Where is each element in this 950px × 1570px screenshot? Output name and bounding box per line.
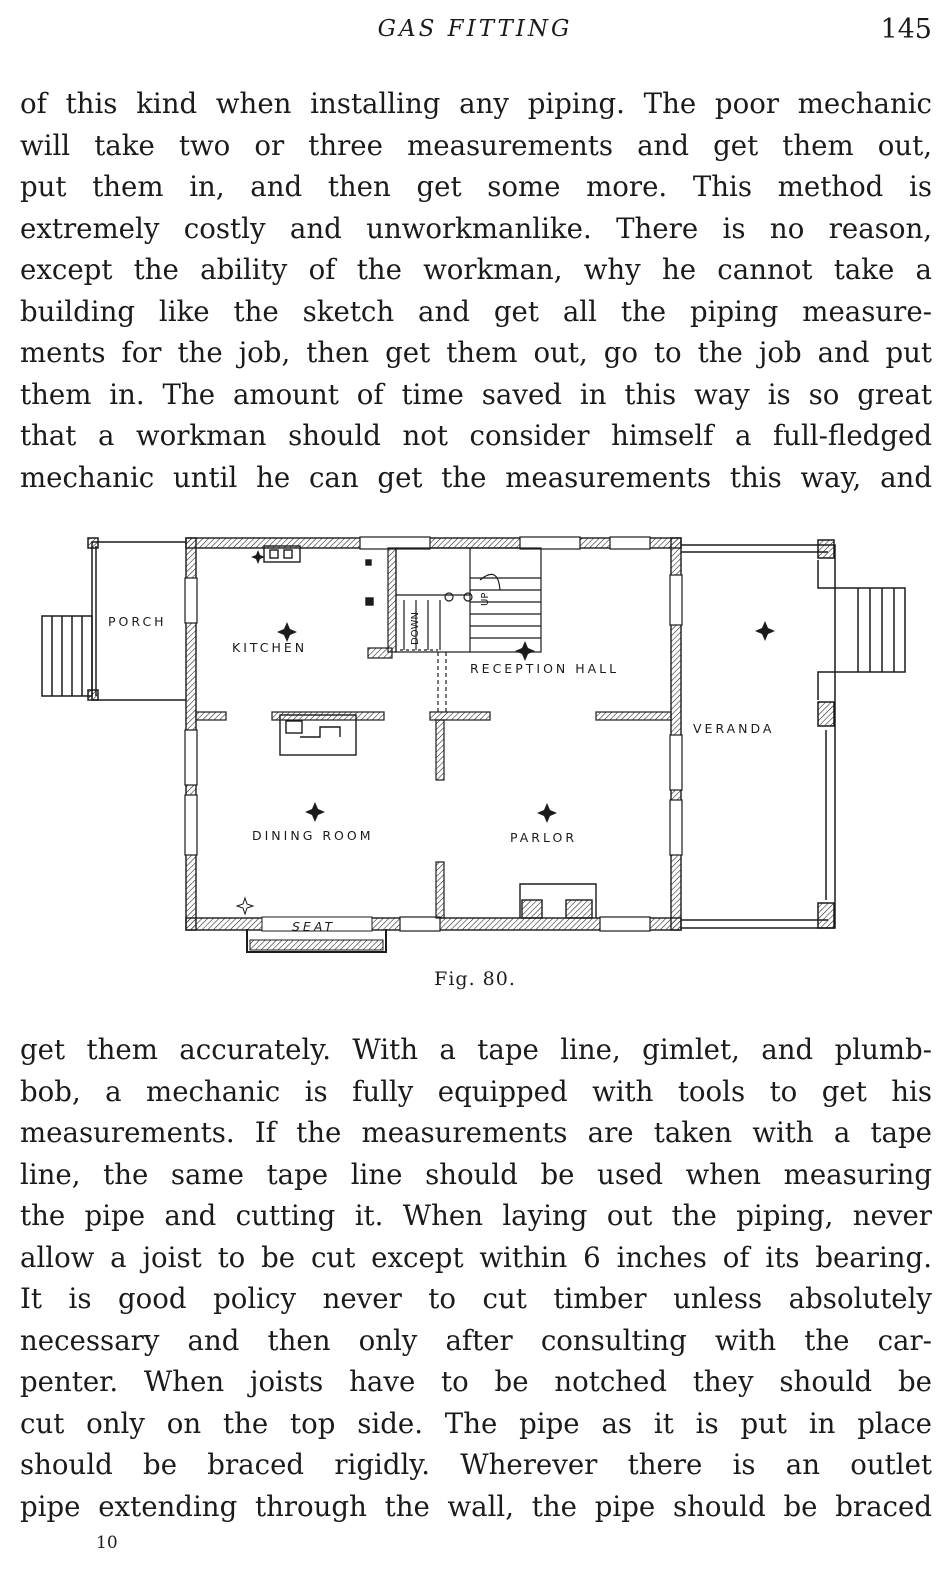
text-line: necessary and then only after consulting with the car-: [20, 1323, 932, 1357]
room-labels: [232, 640, 619, 845]
reception-hall-label: RECEPTION HALL: [470, 661, 620, 676]
interior-partitions: [196, 548, 671, 918]
windows: [185, 537, 682, 931]
running-title: GAS FITTING: [377, 16, 573, 42]
parlor-label: PARLOR: [510, 830, 578, 845]
veranda: [681, 540, 905, 928]
text-line: put them in, and then get some more. This method is: [20, 170, 932, 203]
text-line: ments for the job, then get them out, go to the job and put: [20, 336, 932, 369]
text-line: pipe extending through the wall, the pipe should be braced: [20, 1489, 932, 1523]
porch: [42, 538, 186, 700]
dining-room-label: DINING ROOM: [252, 828, 374, 843]
text-line: measurements. If the measurements are taken with a tape: [20, 1116, 932, 1149]
running-head: [0, 14, 950, 48]
text-line: except the ability of the workman, why he cannot take a: [20, 253, 932, 286]
veranda-label: VERANDA: [693, 721, 775, 736]
text-line: bob, a mechanic is fully equipped with tools to get his: [20, 1074, 932, 1108]
text-line: building like the sketch and get all the piping measure-: [20, 294, 932, 328]
text-line: allow a joist to be cut except within 6 inches of its bearing.: [20, 1240, 932, 1274]
text-line: get them accurately. With a tape line, gimlet, and plumb-: [20, 1033, 932, 1066]
bay-seat: [247, 917, 386, 952]
kitchen-label: KITCHEN: [232, 640, 308, 655]
text-line: that a workman should not consider himself a full-fledged: [20, 419, 932, 452]
text-line: will take two or three measurements and get them out,: [20, 128, 932, 162]
text-line: line, the same tape line should be used when measuring: [20, 1157, 932, 1191]
floor-plan-figure: [30, 528, 920, 960]
fireplace: [520, 884, 596, 918]
porch-label: PORCH: [108, 614, 167, 629]
text-line: mechanic until he can get the measurements this way, and: [20, 460, 932, 494]
seat-label: SEAT: [292, 919, 336, 934]
signature-mark: 10: [96, 1533, 118, 1553]
figure-caption: Fig. 80.: [434, 968, 516, 990]
paragraph-top: [20, 83, 932, 498]
text-line: cut only on the top side. The pipe as it is put in place: [20, 1406, 932, 1440]
text-line: extremely costly and unworkmanlike. There is no reason,: [20, 211, 932, 245]
text-line: them in. The amount of time saved in this way is so great: [20, 377, 932, 411]
text-line: It is good policy never to cut timber unless absolutely: [20, 1282, 932, 1315]
text-line: the pipe and cutting it. When laying out the piping, never: [20, 1199, 932, 1232]
paragraph-bottom: [20, 1029, 932, 1527]
stair-up-label: UP: [480, 592, 491, 606]
page-number: 145: [880, 14, 932, 45]
text-line: penter. When joists have to be notched they should be: [20, 1365, 932, 1398]
house-walls: [186, 538, 681, 930]
stair-down-label: DOWN: [410, 612, 421, 645]
text-line: of this kind when installing any piping. The poor mechanic: [20, 87, 932, 120]
text-line: should be braced rigidly. Wherever there is an outlet: [20, 1448, 932, 1481]
staircase: [396, 548, 541, 712]
